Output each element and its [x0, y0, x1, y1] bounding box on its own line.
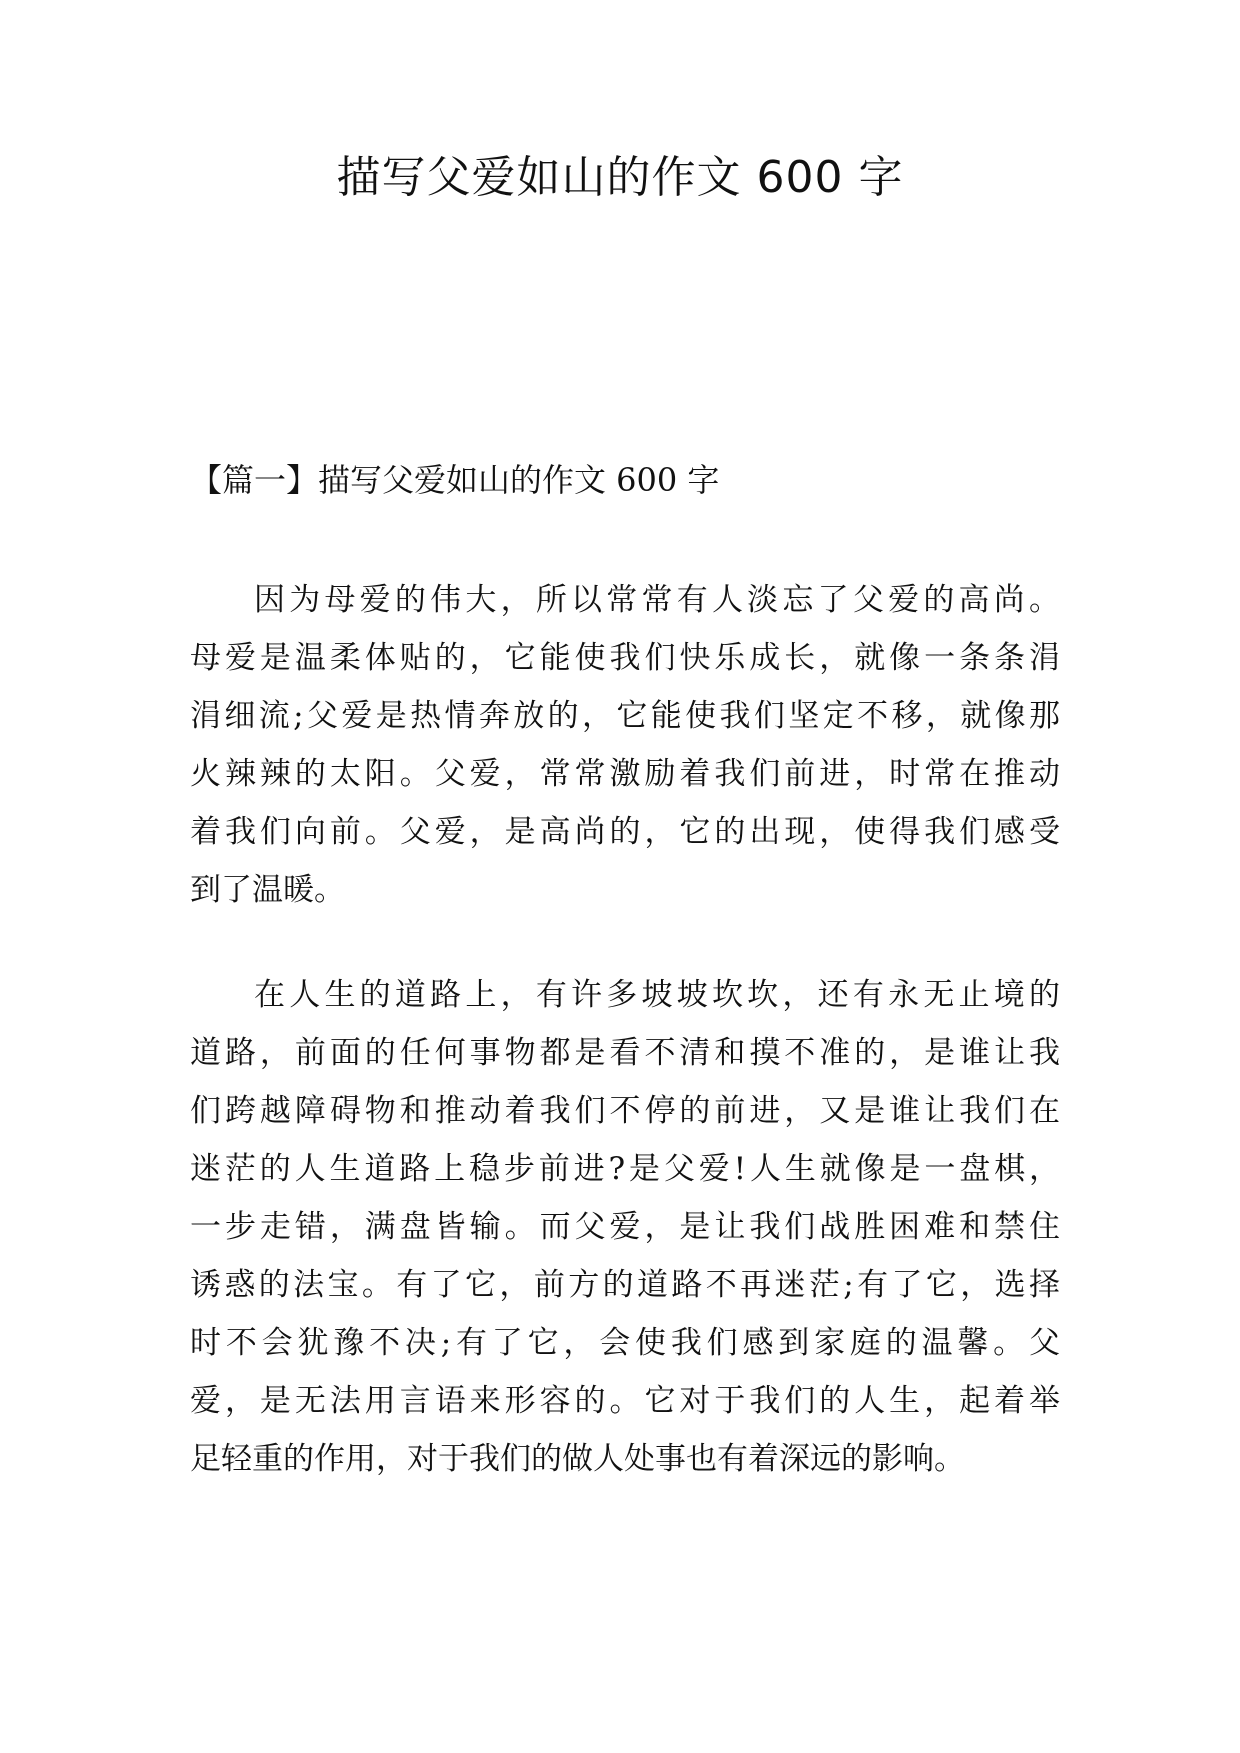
paragraph-line: 因为母爱的伟大，所以常常有人淡忘了父爱的高尚。 — [254, 582, 1060, 618]
section-heading: 【篇一】描写父爱如山的作文 600 字 — [190, 461, 720, 499]
paragraph-line: 迷茫的人生道路上稳步前进?是父爱!人生就像是一盘棋， — [190, 1151, 1060, 1187]
paragraph-line: 爱，是无法用言语来形容的。它对于我们的人生，起着举 — [190, 1383, 1060, 1419]
paragraph-line: 们跨越障碍物和推动着我们不停的前进，又是谁让我们在 — [190, 1093, 1060, 1129]
paragraph-line: 着我们向前。父爱，是高尚的，它的出现，使得我们感受 — [190, 814, 1060, 850]
paragraph-line: 在人生的道路上，有许多坡坡坎坎，还有永无止境的 — [254, 977, 1060, 1013]
body-paragraph-2 — [190, 966, 1060, 1488]
paragraph-line: 时不会犹豫不决;有了它，会使我们感到家庭的温馨。父 — [190, 1325, 1060, 1361]
body-paragraph-1 — [190, 571, 1060, 919]
paragraph-line: 到了温暖。 — [190, 872, 345, 908]
document-title: 描写父爱如山的作文 600 字 — [336, 152, 904, 203]
paragraph-line: 涓细流;父爱是热情奔放的，它能使我们坚定不移，就像那 — [190, 698, 1060, 734]
paragraph-line: 诱惑的法宝。有了它，前方的道路不再迷茫;有了它，选择 — [190, 1267, 1060, 1303]
paragraph-line: 一步走错，满盘皆输。而父爱，是让我们战胜困难和禁住 — [190, 1209, 1060, 1245]
paragraph-line: 火辣辣的太阳。父爱，常常激励着我们前进，时常在推动 — [190, 756, 1060, 792]
paragraph-line: 足轻重的作用，对于我们的做人处事也有着深远的影响。 — [190, 1441, 965, 1477]
paragraph-line: 母爱是温柔体贴的，它能使我们快乐成长，就像一条条涓 — [190, 640, 1060, 676]
paragraph-line: 道路，前面的任何事物都是看不清和摸不准的，是谁让我 — [190, 1035, 1060, 1071]
